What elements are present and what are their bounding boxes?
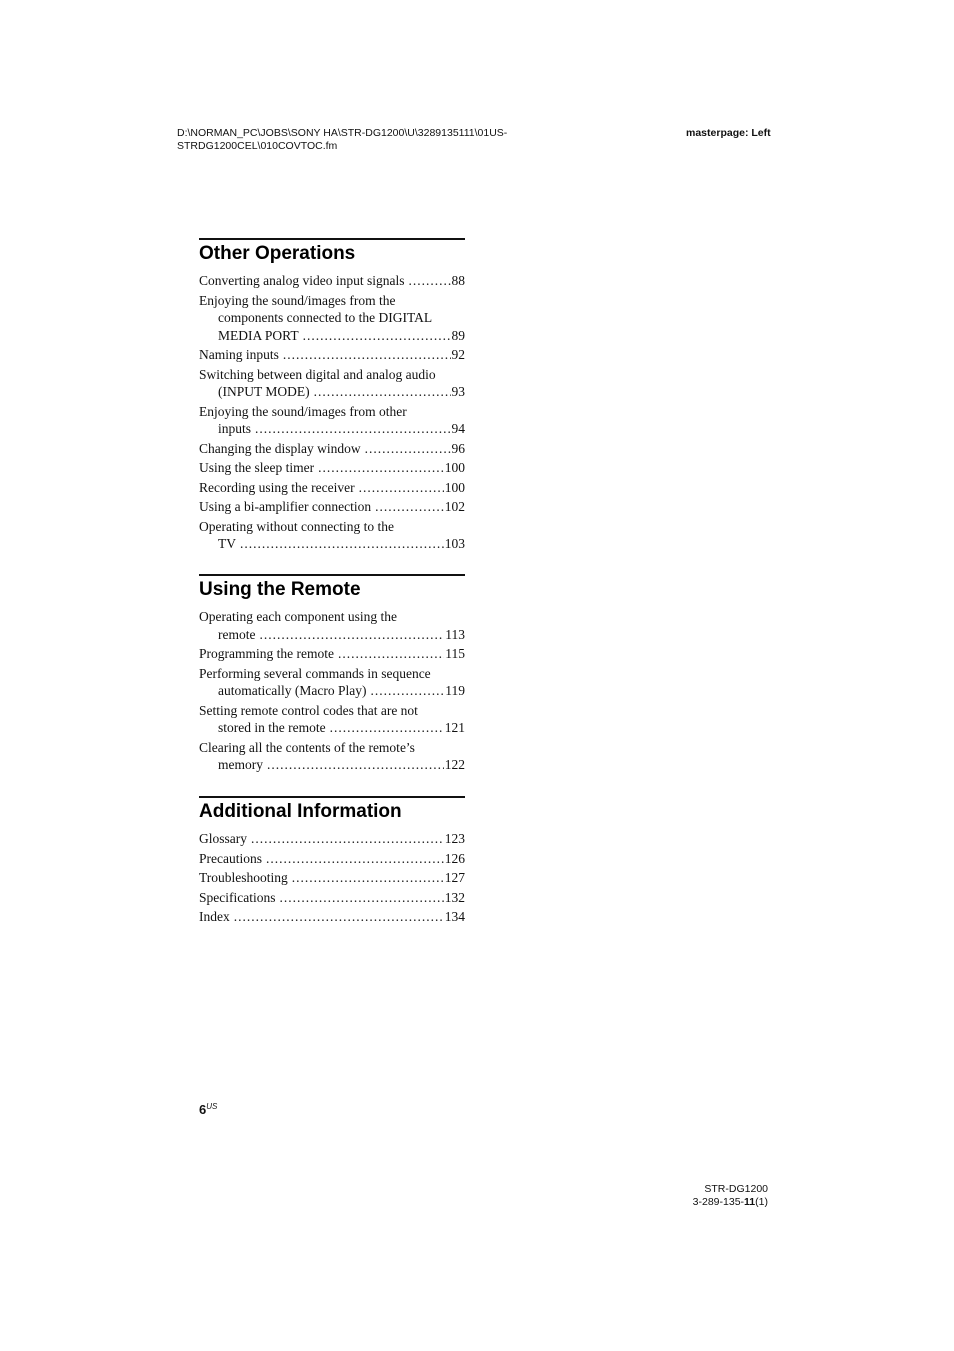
toc-entry-text: Switching between digital and analog audio: [199, 366, 436, 382]
toc-page-number: 132: [444, 889, 465, 905]
dot-leader: [283, 346, 451, 364]
toc-page-number: 92: [451, 347, 465, 362]
section-rule: [199, 574, 465, 576]
toc-page-number: 93: [451, 384, 465, 399]
dot-leader: [279, 889, 443, 907]
toc-section: [199, 238, 465, 555]
toc-page-number: 88: [451, 273, 465, 288]
section-title: Additional Information: [199, 801, 402, 822]
toc-entry[interactable]: [199, 498, 465, 516]
dot-leader: [375, 498, 444, 516]
toc-entry[interactable]: [199, 739, 465, 774]
toc-entry-text: memory: [218, 757, 263, 772]
toc-entry-text: Operating without connecting to the: [199, 518, 394, 534]
toc-entry[interactable]: [199, 850, 465, 868]
toc-entry-text: automatically (Macro Play): [218, 683, 367, 698]
dot-leader: [359, 479, 444, 497]
toc-entry[interactable]: [199, 702, 465, 737]
toc-page-number: 100: [444, 479, 465, 495]
toc-page-number: 119: [445, 683, 465, 698]
toc-entry-text: stored in the remote: [218, 720, 326, 735]
toc-entry[interactable]: [199, 440, 465, 458]
dot-leader: [370, 682, 444, 700]
toc-entry[interactable]: [199, 869, 465, 887]
toc-page-number: 100: [444, 460, 465, 475]
toc-entry-text: Operating each component using the: [199, 609, 397, 624]
page-folio: [199, 1102, 217, 1117]
dot-leader: [259, 626, 444, 644]
dot-leader: [330, 719, 444, 737]
toc-page-number: 134: [444, 909, 465, 924]
toc-entry[interactable]: [199, 366, 465, 401]
toc-entry-text: Precautions: [199, 850, 262, 866]
dot-leader: [267, 756, 444, 774]
toc-entry[interactable]: [199, 645, 465, 663]
section-title: Using the Remote: [199, 579, 361, 600]
toc-entry-text: Changing the display window: [199, 440, 361, 456]
dot-leader: [251, 830, 444, 848]
file-path-header: [177, 127, 507, 152]
toc-entry[interactable]: [199, 403, 465, 438]
toc-page-number: 122: [444, 757, 465, 772]
dot-leader: [318, 459, 444, 477]
toc-entry-text: Performing several commands in sequence: [199, 665, 431, 681]
toc-page-number: 94: [451, 421, 465, 436]
toc-entry-text: Troubleshooting: [199, 870, 288, 885]
toc-entry[interactable]: [199, 608, 465, 643]
toc-page-number: 113: [445, 626, 465, 642]
dot-leader: [240, 535, 444, 553]
footer-part-number: 3-289-135-11(1): [692, 1195, 768, 1208]
toc-page-number: 103: [444, 536, 465, 551]
toc-entry-text: Using the sleep timer: [199, 460, 315, 475]
file-path-line-1: D:\NORMAN_PC\JOBS\SONY HA\STR-DG1200\U\3289135111\01US-: [177, 127, 508, 139]
toc-page-number: 126: [444, 850, 465, 866]
footer-code: [686, 1183, 768, 1208]
dot-leader: [266, 850, 444, 868]
toc-entry-text: Clearing all the contents of the remote’s: [199, 739, 415, 755]
dot-leader: [255, 420, 450, 438]
toc-page-number: 89: [451, 327, 465, 343]
toc-entry-text: Specifications: [199, 889, 276, 905]
toc-entry-text: Recording using the receiver: [199, 479, 355, 495]
dot-leader: [408, 272, 450, 290]
toc-entry[interactable]: [199, 272, 465, 290]
toc-entry-text: Enjoying the sound/images from the: [199, 292, 396, 308]
toc-entry-text: (INPUT MODE): [218, 384, 310, 399]
toc-entry[interactable]: [199, 830, 465, 848]
toc-entry[interactable]: [199, 518, 465, 553]
dot-leader: [234, 908, 444, 926]
toc-entry[interactable]: [199, 889, 465, 907]
toc-entry[interactable]: [199, 665, 465, 700]
page-number-suffix: US: [206, 1102, 218, 1111]
toc-entry-text: inputs: [218, 421, 252, 436]
toc-page-number: 127: [444, 870, 465, 885]
toc-entry-text: TV: [218, 536, 236, 551]
toc-entry-text: Index: [199, 909, 230, 924]
toc-page-number: 102: [444, 499, 465, 514]
footer-model: STR-DG1200: [704, 1183, 768, 1195]
section-title: Other Operations: [199, 243, 356, 264]
toc-entry[interactable]: [199, 479, 465, 497]
toc-page-number: 115: [445, 646, 465, 661]
toc-section: [199, 574, 465, 776]
toc-entry[interactable]: [199, 346, 465, 364]
toc-entry-text: Naming inputs: [199, 347, 279, 362]
toc-entry-text: remote: [218, 626, 256, 642]
dot-leader: [292, 869, 444, 887]
toc-entry-text: Setting remote control codes that are not: [199, 702, 418, 718]
toc-page-number: 121: [444, 720, 465, 735]
toc-page-number: 96: [451, 440, 465, 456]
toc-section: [199, 796, 465, 928]
toc-entry-text: Converting analog video input signals: [199, 273, 405, 288]
toc-entry[interactable]: [199, 459, 465, 477]
dot-leader: [365, 440, 451, 458]
toc-entry[interactable]: [199, 908, 465, 926]
file-path-line-2: STRDG1200CEL\010COVTOC.fm: [177, 139, 338, 152]
section-rule: [199, 238, 465, 240]
toc-entry-text: Programming the remote: [199, 646, 334, 661]
toc-entry-text: MEDIA PORT: [218, 327, 299, 343]
toc-page-number: 123: [444, 831, 465, 846]
toc-entry-text: components connected to the DIGITAL: [218, 310, 433, 325]
toc-entry-text: Using a bi-amplifier connection: [199, 499, 372, 514]
page-number: 6: [199, 1102, 207, 1117]
toc-entry[interactable]: [199, 292, 465, 345]
masterpage-label: masterpage: Left: [686, 127, 771, 139]
dot-leader: [314, 383, 451, 401]
dot-leader: [303, 327, 451, 345]
section-rule: [199, 796, 465, 798]
dot-leader: [338, 645, 444, 663]
toc-entry-text: Enjoying the sound/images from other: [199, 403, 407, 419]
toc-entry-text: Glossary: [199, 831, 247, 846]
